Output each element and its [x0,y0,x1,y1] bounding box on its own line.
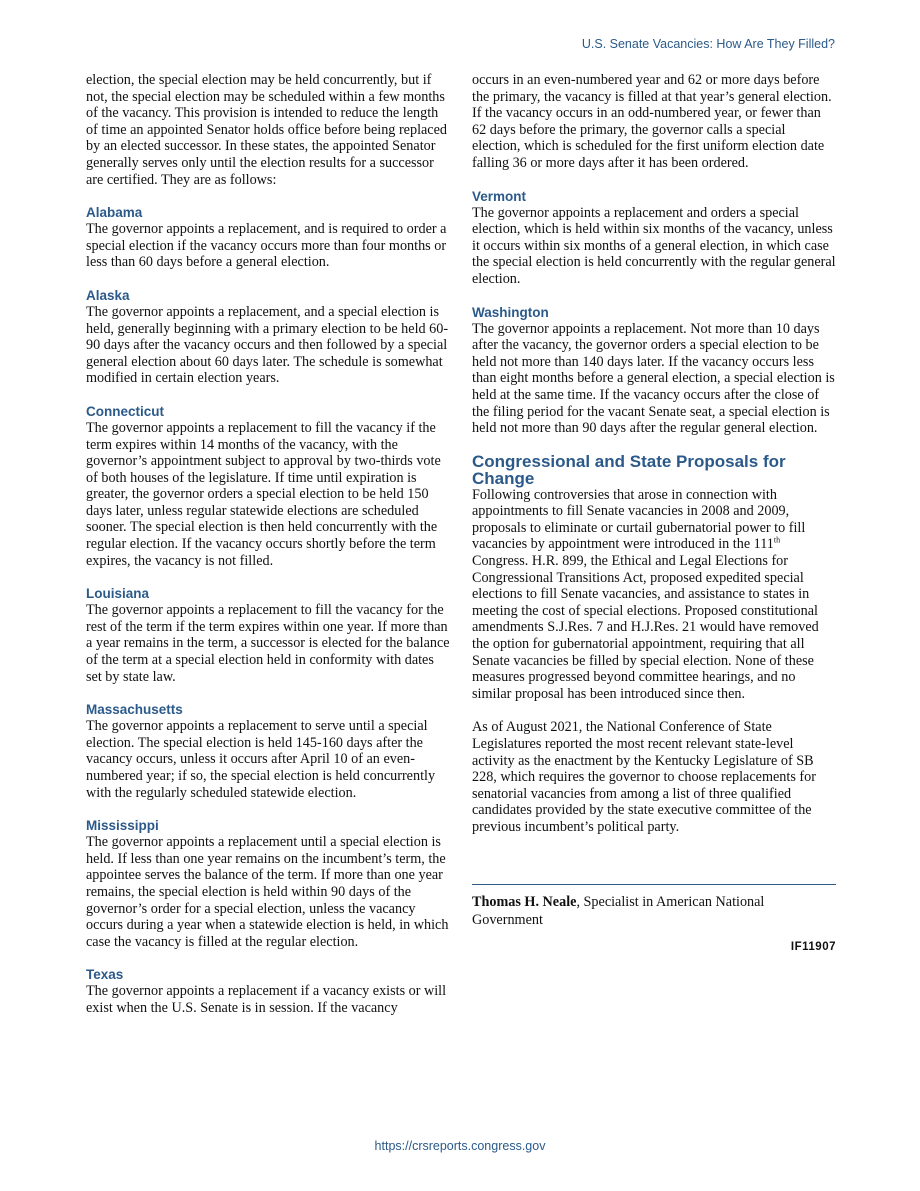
document-id: IF11907 [790,940,836,953]
left-column [86,72,450,1017]
section-heading: Texas [86,967,124,983]
running-title: U.S. Senate Vacancies: How Are They Filled? [581,37,835,51]
section-text: The governor appoints a replacement if a vacancy exists or will exist when the U.S. Senate is in session. If the vacancy [86,983,447,1016]
ordinal-suffix: th [773,535,781,545]
section-heading: Louisiana [86,586,150,602]
texas-continued-text: occurs in an even-numbered year and 62 or more days before the primary, the vacancy is filled at that year’s general election. If the vacancy occurs in an odd-numbered year, or fewer than 62 days before the primary, the governor calls a special election, which is scheduled for the first uniform election date falling 36 or more days after it has been ordered. [472,72,832,171]
proposals-text-a: Following controversies that arose in connection with appointments to fill Senate vacancies in 2008 and 2009, proposals to eliminate or curtail gubernatorial power to fill vacancies by appointment were introduced in the 111 [472,486,806,553]
section-heading: Connecticut [86,403,165,419]
section-alabama [86,204,450,271]
section-alaska [86,287,450,387]
section-massachusetts [86,701,450,801]
author-divider [472,884,836,885]
section-vermont [472,188,836,288]
section-heading: Alaska [86,287,130,303]
section-text: The governor appoints a replacement to fill the vacancy for the rest of the term if the term expires within one year. If more than a year remains in the term, a successor is elected for the balance of the term at a special election held in conformity with dates set by state law. [86,602,450,685]
section-text: The governor appoints a replacement until a special election is held. If less than one year remains on the incumbent’s term, the appointee serves the balance of the term. If more than one year remains, the special election is held within 90 days of the governor’s order for a special election, unless the vacancy occurs during a year when a statewide election is held, in which case the vacancy is filled at the regular election. [86,834,449,950]
section-text: The governor appoints a replacement to serve until a special election. The special election is held 145-160 days after the vacancy occurs, unless it occurs after April 10 of an even-numbered year; if so, the special election is held concurrently with the regularly scheduled statewide election. [86,718,436,801]
intro-paragraph: election, the special election may be held concurrently, but if not, the special election may be scheduled within a few months of the vacancy. This provision is intended to reduce the length of time an appointed Senator holds office before being replaced by an elected successor. In these states, the appointed Senator generally serves only until the election results for a successor are certified. They are as follows: [86,72,447,188]
section-louisiana [86,585,450,685]
section-text: The governor appoints a replacement, and is required to order a special election if the vacancy occurs more than four months or less than 60 days before a general election. [86,221,447,271]
right-column [472,72,836,953]
section-heading: Washington [472,304,549,320]
author-title: , Specialist in American National Government [472,893,765,928]
section-heading: Massachusetts [86,702,183,718]
footer-url-link[interactable]: https://crsreports.congress.gov [374,1139,546,1153]
section-heading: Vermont [472,188,527,204]
section-texas [86,966,450,1016]
section-washington [472,304,836,437]
section-text: The governor appoints a replacement. Not more than 10 days after the vacancy, the governor orders a special election to be held not more than 140 days later. If the vacancy occurs less than eight months before a general election, a special election is held at the same time. If the vacancy occurs after the close of the filing period for the vacant Senate seat, a special election is held not more than 90 days after the regular general election. [472,320,835,437]
section-mississippi [86,817,450,950]
proposals-heading: Congressional and State Proposals for Change [472,451,786,488]
section-text: The governor appoints a replacement and orders a special election, which is held within six months of the vacancy, unless it occurs within six months of a general election, in which case the special election is held concurrently with the regular general election. [472,204,836,287]
section-text: The governor appoints a replacement to fill the vacancy if the term expires within 14 months of the vacancy, with the governor’s appointment subject to approval by two-thirds vote of both houses of the legislature. If time until expiration is greater, the governor orders a special election to be held 150 days later, unless regular statewide elections are scheduled sooner. The special election is then held concurrently with the regular election. If the vacancy occurs shortly before the term expires, the vacancy is not filled. [86,419,441,569]
proposals-paragraph-2: As of August 2021, the National Conference of State Legislatures reported the most recent relevant state-level activity as the enactment by the Kentucky Legislature of SB 228, which requires the governor to choose replacements for senatorial vacancies from among a list of three qualified candidates provided by the state executive committee of the previous incumbent’s political party. [472,719,816,835]
section-text: The governor appoints a replacement, and a special election is held, generally beginning with a primary election to be held 60-90 days after the vacancy occurs and then followed by a special general election about 60 days later. The schedule is somewhat modified in certain election years. [86,303,449,387]
proposals-section [472,453,836,836]
author-name: Thomas H. Neale [472,893,577,910]
section-heading: Alabama [86,205,143,221]
author-line [472,893,836,929]
proposals-text-b: Congress. H.R. 899, the Ethical and Legal Elections for Congressional Transitions Act, proposed expedited special elections to fill Senate vacancies, and assistance to states in meeting the cost of special elections. Proposed constitutional amendments S.J.Res. 7 and H.J.Res. 21 would have removed the option for gubernatorial appointment, requiring that all Senate vacancies be filled by special election. None of these measures progressed beyond committee hearings, and no similar proposal has been introduced since then. [472,553,819,702]
section-heading: Mississippi [86,818,159,834]
section-connecticut [86,403,450,569]
proposals-paragraph-1 [472,487,836,703]
